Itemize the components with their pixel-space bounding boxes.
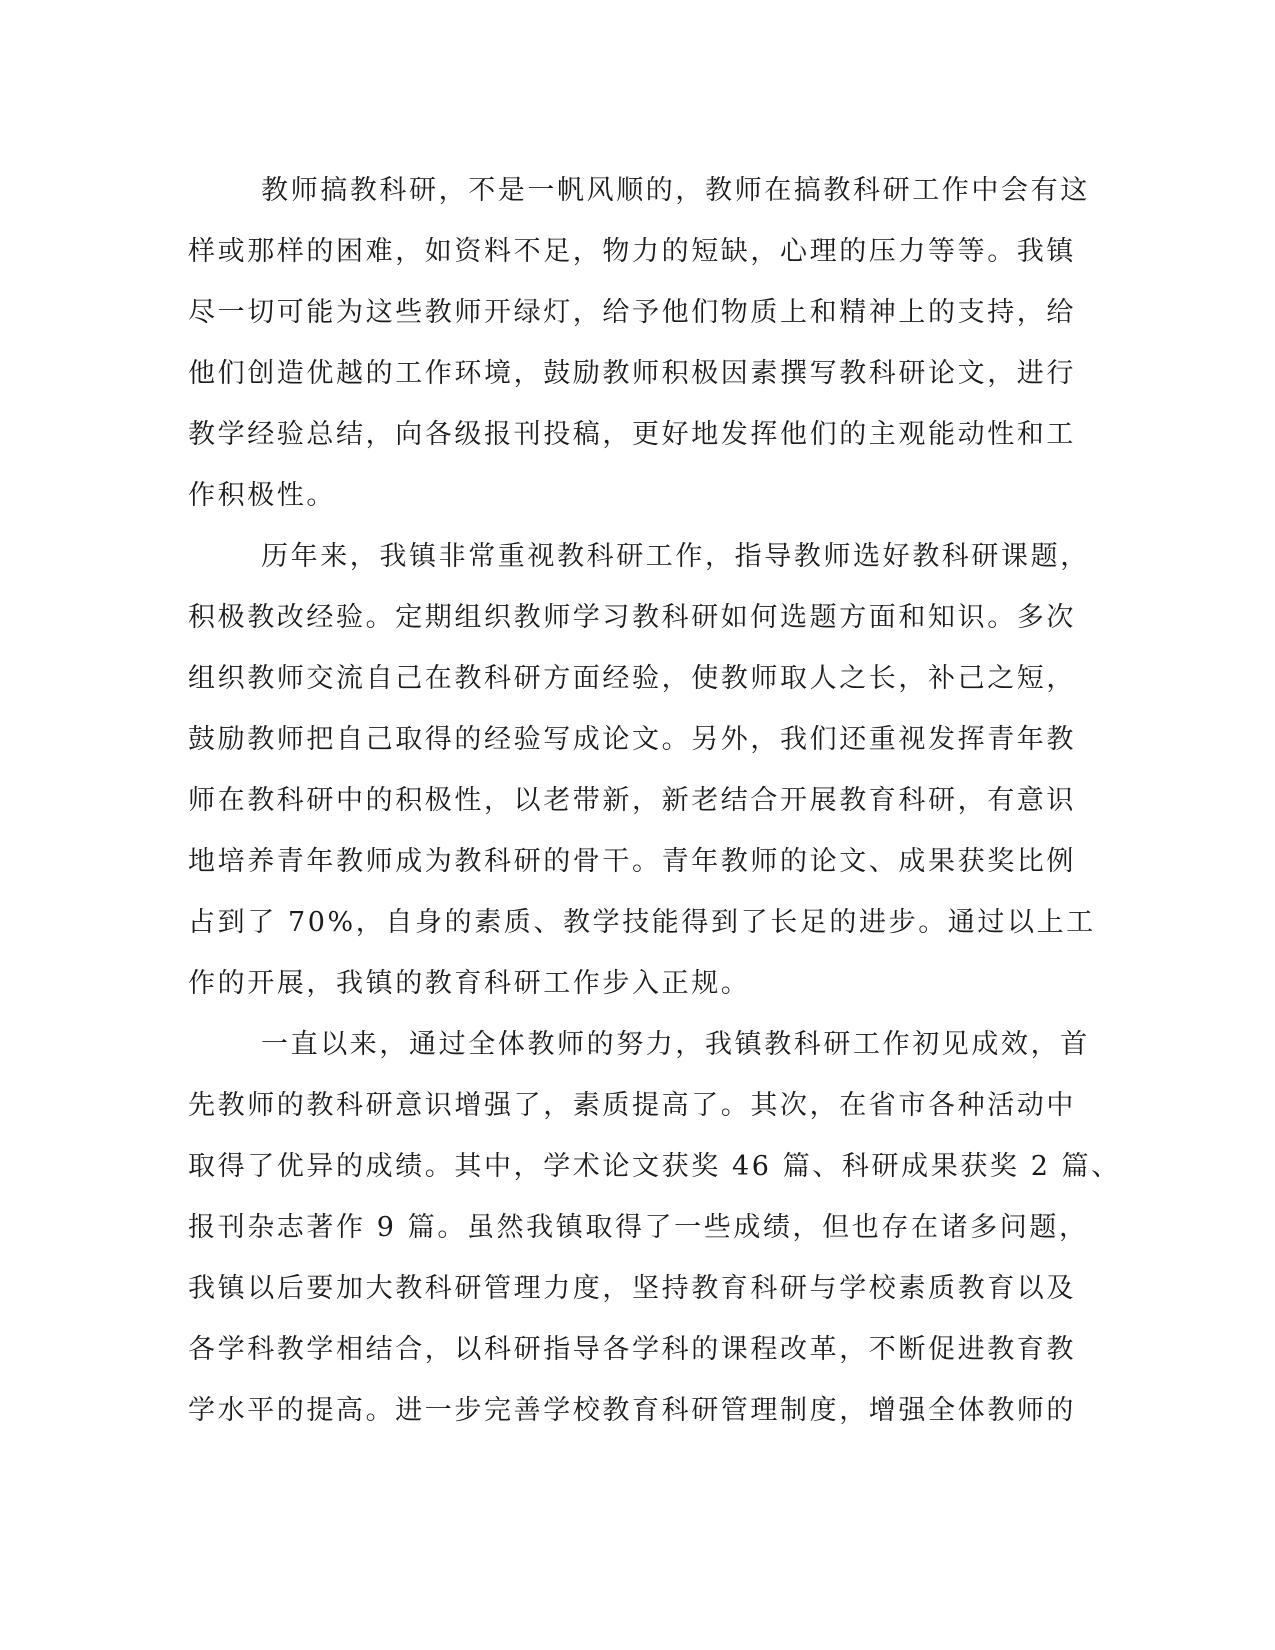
paragraph-1 xyxy=(188,160,1090,526)
paragraph-line: 地培养青年教师成为教科研的骨干。青年教师的论文、成果获奖比例 xyxy=(188,846,1076,877)
paragraph-line: 作的开展，我镇的教育科研工作步入正规。 xyxy=(188,968,751,999)
paragraph-line: 占到了 70%，自身的素质、教学技能得到了长足的进步。通过以上工 xyxy=(188,907,1096,938)
paragraph-line: 报刊杂志著作 9 篇。虽然我镇取得了一些成绩，但也存在诸多问题， xyxy=(188,1212,1089,1243)
paragraph-line: 组织教师交流自己在教科研方面经验，使教师取人之长，补己之短， xyxy=(188,663,1076,694)
paragraph-2 xyxy=(188,526,1096,1014)
paragraph-line: 师在教科研中的积极性，以老带新，新老结合开展教育科研，有意识 xyxy=(188,785,1076,816)
paragraph-line: 作积极性。 xyxy=(188,480,336,511)
paragraph-line: 取得了优异的成绩。其中，学术论文获奖 46 篇、科研成果获奖 2 篇、 xyxy=(188,1151,1121,1182)
paragraph-3 xyxy=(188,1014,1121,1441)
paragraph-line: 教学经验总结，向各级报刊投稿，更好地发挥他们的主观能动性和工 xyxy=(188,419,1076,450)
paragraph-line: 学水平的提高。进一步完善学校教育科研管理制度，增强全体教师的 xyxy=(188,1395,1076,1426)
paragraph-line: 他们创造优越的工作环境，鼓励教师积极因素撰写教科研论文，进行 xyxy=(188,358,1076,389)
paragraph-line: 积极教改经验。定期组织教师学习教科研如何选题方面和知识。多次 xyxy=(188,602,1076,633)
paragraph-line: 先教师的教科研意识增强了，素质提高了。其次，在省市各种活动中 xyxy=(188,1090,1076,1121)
paragraph-line: 鼓励教师把自己取得的经验写成论文。另外，我们还重视发挥青年教 xyxy=(188,724,1076,755)
paragraph-line: 我镇以后要加大教科研管理力度，坚持教育科研与学校素质教育以及 xyxy=(188,1273,1076,1304)
paragraph-line: 尽一切可能为这些教师开绿灯，给予他们物质上和精神上的支持，给 xyxy=(188,297,1076,328)
paragraph-line: 样或那样的困难，如资料不足，物力的短缺，心理的压力等等。我镇 xyxy=(188,236,1076,267)
paragraph-line: 教师搞教科研，不是一帆风顺的，教师在搞教科研工作中会有这 xyxy=(261,175,1090,206)
document-body xyxy=(188,160,1121,1441)
paragraph-line: 历年来，我镇非常重视教科研工作，指导教师选好教科研课题， xyxy=(261,541,1090,572)
paragraph-line: 一直以来，通过全体教师的努力，我镇教科研工作初见成效，首 xyxy=(261,1029,1090,1060)
paragraph-line: 各学科教学相结合，以科研指导各学科的课程改革，不断促进教育教 xyxy=(188,1334,1076,1365)
